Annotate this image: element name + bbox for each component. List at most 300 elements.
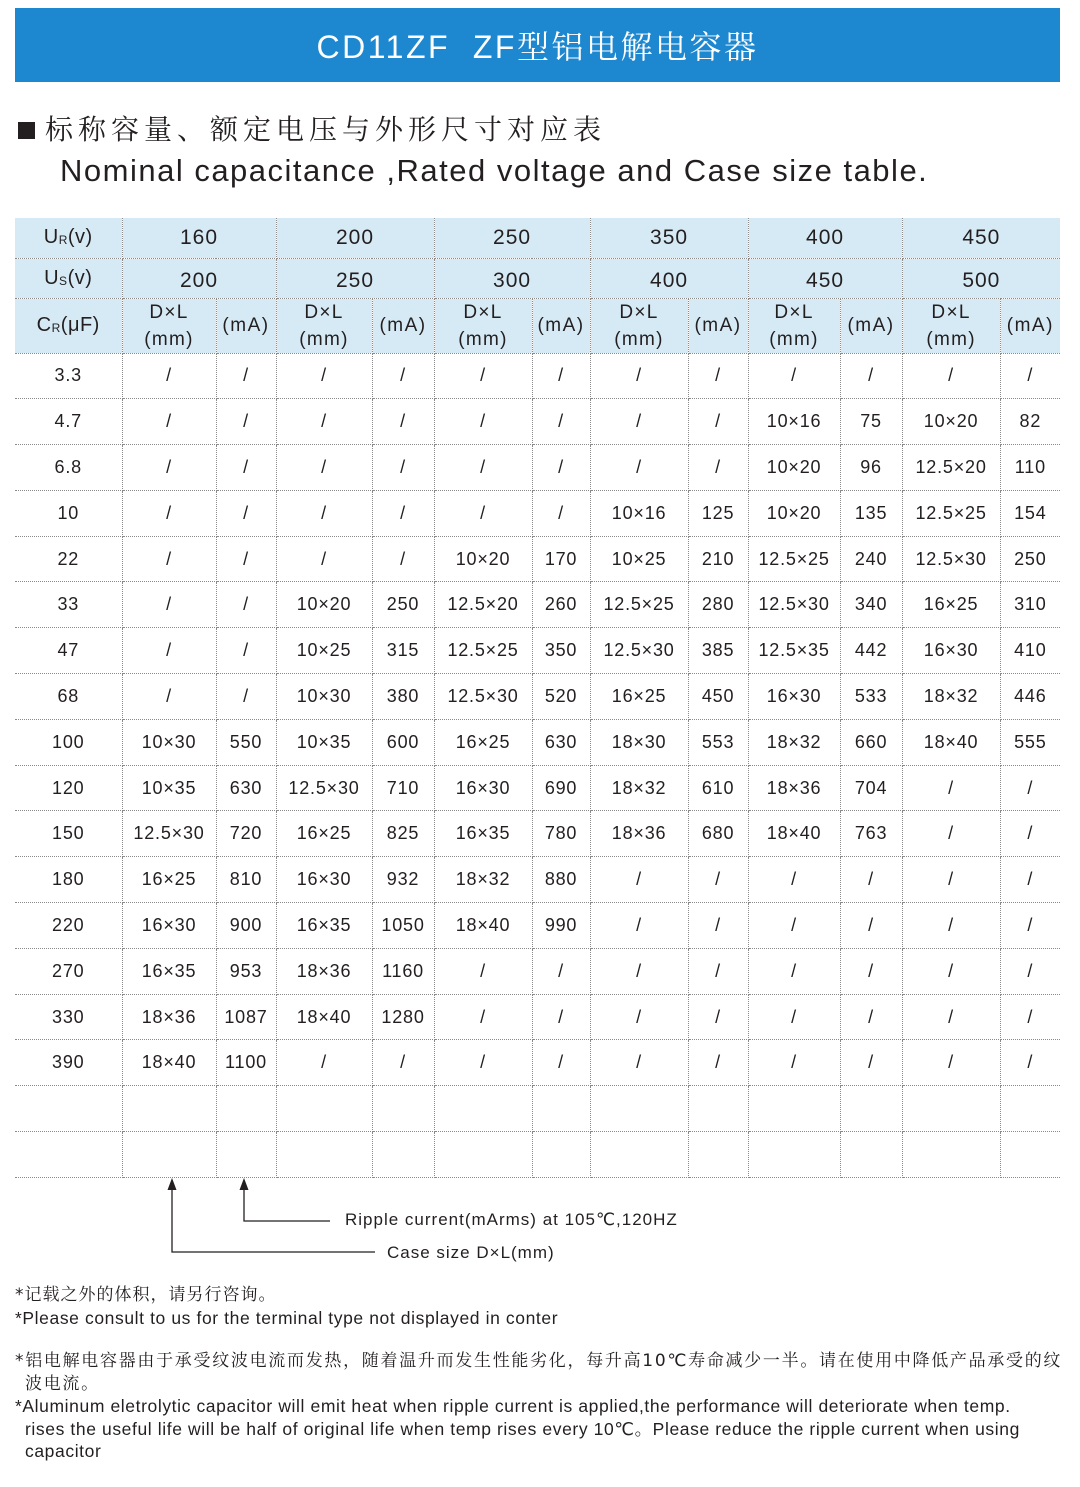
case-size-cell: 18×32 xyxy=(590,765,688,811)
surge-voltage-label xyxy=(15,258,122,298)
surge-voltage-value: 450 xyxy=(748,258,902,298)
case-size-cell: / xyxy=(276,445,372,491)
table-row xyxy=(15,536,1060,582)
blank-cell xyxy=(122,1086,216,1132)
blank-cell xyxy=(902,1132,1000,1178)
case-size-cell: / xyxy=(276,536,372,582)
ripple-current-cell: / xyxy=(372,399,434,445)
case-size-cell: 18×32 xyxy=(748,719,840,765)
surge-voltage-symbol: U xyxy=(44,266,60,289)
ripple-current-cell: 610 xyxy=(688,765,748,811)
capacitance-value: 390 xyxy=(15,1040,122,1086)
ripple-current-cell: 600 xyxy=(372,719,434,765)
ripple-current-cell: 520 xyxy=(532,674,590,720)
table-row xyxy=(15,948,1060,994)
ripple-current-cell: / xyxy=(1000,903,1060,949)
table-row xyxy=(15,811,1060,857)
blank-cell xyxy=(216,1086,276,1132)
ripple-current-cell: 125 xyxy=(688,490,748,536)
ripple-current-cell: / xyxy=(1000,857,1060,903)
ripple-current-cell: 690 xyxy=(532,765,590,811)
surge-voltage-value: 200 xyxy=(122,258,276,298)
ripple-notes xyxy=(15,1350,1065,1463)
ripple-current-cell: / xyxy=(532,353,590,399)
blank-cell xyxy=(688,1086,748,1132)
case-size-cell: 12.5×25 xyxy=(902,490,1000,536)
ripple-current-cell: 630 xyxy=(216,765,276,811)
ripple-current-cell: 1100 xyxy=(216,1040,276,1086)
case-size-header-line1: D×L xyxy=(931,301,971,323)
table-row xyxy=(15,490,1060,536)
case-size-cell: 16×25 xyxy=(434,719,532,765)
case-size-cell: 18×36 xyxy=(590,811,688,857)
ripple-current-cell: / xyxy=(688,857,748,903)
page-title: CD11ZF ZF型铝电解电容器 xyxy=(316,29,759,65)
surge-voltage-value: 300 xyxy=(434,258,590,298)
ripple-current-cell: / xyxy=(688,445,748,491)
case-size-cell: 10×20 xyxy=(276,582,372,628)
rated-voltage-row xyxy=(15,218,1060,258)
ripple-current-cell: 825 xyxy=(372,811,434,857)
rated-voltage-value: 350 xyxy=(590,218,748,258)
ripple-current-cell: 310 xyxy=(1000,582,1060,628)
case-size-cell: 12.5×30 xyxy=(122,811,216,857)
ripple-current-cell: 260 xyxy=(532,582,590,628)
ripple-current-cell: 900 xyxy=(216,903,276,949)
rated-voltage-value: 400 xyxy=(748,218,902,258)
case-size-cell: 10×25 xyxy=(590,536,688,582)
bullet-square-icon xyxy=(18,122,35,139)
blank-row xyxy=(15,1086,1060,1132)
case-size-cell: 18×40 xyxy=(748,811,840,857)
blank-cell xyxy=(902,1086,1000,1132)
ripple-current-cell: 704 xyxy=(840,765,902,811)
surge-voltage-value: 400 xyxy=(590,258,748,298)
case-size-cell: / xyxy=(590,857,688,903)
case-size-cell: 12.5×35 xyxy=(748,628,840,674)
rated-voltage-value: 250 xyxy=(434,218,590,258)
ripple-current-cell: / xyxy=(1000,811,1060,857)
blank-cell xyxy=(748,1086,840,1132)
case-size-cell: / xyxy=(902,857,1000,903)
case-size-cell: 12.5×25 xyxy=(434,628,532,674)
table-row xyxy=(15,903,1060,949)
case-size-cell: / xyxy=(748,353,840,399)
case-size-cell: / xyxy=(122,582,216,628)
case-size-header-line2: (mm) xyxy=(299,328,349,350)
ripple-current-cell: 380 xyxy=(372,674,434,720)
capacitance-value: 33 xyxy=(15,582,122,628)
case-size-header-line2: (mm) xyxy=(458,328,508,350)
capacitance-value: 68 xyxy=(15,674,122,720)
ripple-current-cell: / xyxy=(840,994,902,1040)
case-size-cell: / xyxy=(590,399,688,445)
case-size-cell: / xyxy=(122,399,216,445)
ripple-current-cell: / xyxy=(840,353,902,399)
ripple-current-cell: 450 xyxy=(688,674,748,720)
blank-cell xyxy=(840,1086,902,1132)
ripple-current-cell: / xyxy=(1000,948,1060,994)
ripple-current-cell: / xyxy=(216,536,276,582)
ripple-current-cell: 75 xyxy=(840,399,902,445)
ripple-current-cell: 720 xyxy=(216,811,276,857)
case-size-cell: 16×25 xyxy=(590,674,688,720)
blank-cell xyxy=(276,1086,372,1132)
surge-voltage-unit: (v) xyxy=(67,266,93,289)
case-size-header-line1: D×L xyxy=(619,301,659,323)
case-size-cell: / xyxy=(434,490,532,536)
ripple-current-header: (mA) xyxy=(372,298,434,353)
case-size-cell: 16×25 xyxy=(902,582,1000,628)
case-size-cell: 16×30 xyxy=(748,674,840,720)
ripple-current-cell: / xyxy=(840,1040,902,1086)
ripple-current-cell: / xyxy=(1000,353,1060,399)
rated-voltage-value: 200 xyxy=(276,218,434,258)
ripple-current-cell: / xyxy=(216,399,276,445)
rated-voltage-subscript: R xyxy=(58,233,68,248)
case-size-cell: 12.5×20 xyxy=(434,582,532,628)
case-size-cell: 16×30 xyxy=(276,857,372,903)
case-size-cell: 18×32 xyxy=(434,857,532,903)
case-size-cell: / xyxy=(590,903,688,949)
case-size-cell: 10×30 xyxy=(122,719,216,765)
case-size-cell: / xyxy=(902,994,1000,1040)
case-size-cell: / xyxy=(434,994,532,1040)
case-size-header xyxy=(434,298,532,353)
table-row xyxy=(15,765,1060,811)
capacitance-unit: (μF) xyxy=(60,314,100,336)
case-size-cell: 16×30 xyxy=(122,903,216,949)
ripple-current-cell: 350 xyxy=(532,628,590,674)
capacitance-value: 100 xyxy=(15,719,122,765)
ripple-current-cell: / xyxy=(840,903,902,949)
ripple-current-cell: / xyxy=(1000,1040,1060,1086)
column-units-row xyxy=(15,298,1060,353)
capacitance-voltage-size-table xyxy=(15,218,1060,1178)
ripple-current-cell: 446 xyxy=(1000,674,1060,720)
case-size-cell: 12.5×30 xyxy=(748,582,840,628)
case-size-header-line2: (mm) xyxy=(144,328,194,350)
ripple-current-cell: 1087 xyxy=(216,994,276,1040)
blank-cell xyxy=(532,1132,590,1178)
ripple-current-cell: / xyxy=(372,536,434,582)
ripple-current-cell: / xyxy=(372,490,434,536)
capacitance-value: 22 xyxy=(15,536,122,582)
blank-cell xyxy=(688,1132,748,1178)
title-bar xyxy=(15,8,1060,82)
case-size-cell: 10×25 xyxy=(276,628,372,674)
capacitance-subscript: R xyxy=(51,321,61,335)
ripple-current-cell: / xyxy=(532,1040,590,1086)
ripple-current-cell: 96 xyxy=(840,445,902,491)
ripple-leader-line xyxy=(244,1188,330,1221)
ripple-note-en-line: *Aluminum eletrolytic capacitor will emit heat when ripple current is applied,the performance will deteriorate when temp. xyxy=(15,1396,1011,1416)
ripple-current-cell: / xyxy=(532,490,590,536)
ripple-current-header: (mA) xyxy=(688,298,748,353)
case-size-cell: / xyxy=(902,903,1000,949)
section-heading-en: Nominal capacitance ,Rated voltage and Case size table. xyxy=(60,153,929,188)
case-size-cell: / xyxy=(590,994,688,1040)
case-size-cell: 12.5×25 xyxy=(590,582,688,628)
ripple-current-cell: / xyxy=(216,353,276,399)
ripple-current-cell: / xyxy=(688,399,748,445)
capacitance-value: 270 xyxy=(15,948,122,994)
ripple-current-cell: 410 xyxy=(1000,628,1060,674)
case-size-cell: 10×35 xyxy=(122,765,216,811)
case-size-cell: / xyxy=(122,674,216,720)
section-heading-zh xyxy=(18,112,606,148)
ripple-current-legend: Ripple current(mArms) at 105℃,120HZ xyxy=(345,1210,678,1229)
ripple-current-cell: 810 xyxy=(216,857,276,903)
case-size-header xyxy=(902,298,1000,353)
case-size-cell: / xyxy=(590,1040,688,1086)
case-size-cell: 18×40 xyxy=(122,1040,216,1086)
ripple-note-zh-line: 波电流。 xyxy=(25,1373,100,1394)
ripple-current-cell: 135 xyxy=(840,490,902,536)
capacitance-value: 6.8 xyxy=(15,445,122,491)
case-size-cell: / xyxy=(902,353,1000,399)
case-size-cell: / xyxy=(902,811,1000,857)
blank-cell xyxy=(590,1132,688,1178)
rated-voltage-value: 160 xyxy=(122,218,276,258)
blank-cell xyxy=(532,1086,590,1132)
blank-cell xyxy=(590,1086,688,1132)
case-size-header-line2: (mm) xyxy=(769,328,819,350)
case-size-cell: 10×20 xyxy=(748,490,840,536)
ripple-current-cell: / xyxy=(688,948,748,994)
table-row xyxy=(15,445,1060,491)
case-size-cell: 10×20 xyxy=(902,399,1000,445)
table-row xyxy=(15,628,1060,674)
surge-voltage-subscript: S xyxy=(59,273,68,288)
volume-note-zh: *记载之外的体积，请另行咨询。 xyxy=(15,1285,277,1305)
capacitance-value: 330 xyxy=(15,994,122,1040)
ripple-current-cell: / xyxy=(688,1040,748,1086)
ripple-current-cell: / xyxy=(216,445,276,491)
ripple-current-cell: / xyxy=(372,1040,434,1086)
ripple-current-cell: 553 xyxy=(688,719,748,765)
rated-voltage-symbol: U xyxy=(43,226,59,249)
case-size-cell: 10×20 xyxy=(434,536,532,582)
legend-leader-lines xyxy=(0,1170,400,1265)
ripple-current-header: (mA) xyxy=(532,298,590,353)
volume-notes xyxy=(15,1284,1065,1329)
capacitance-symbol: C xyxy=(36,314,52,336)
case-size-cell: 16×25 xyxy=(276,811,372,857)
case-size-header xyxy=(590,298,688,353)
capacitance-label xyxy=(15,298,122,353)
case-size-header xyxy=(748,298,840,353)
case-size-cell: 16×35 xyxy=(276,903,372,949)
case-size-header-line1: D×L xyxy=(774,301,814,323)
table-row xyxy=(15,719,1060,765)
capacitance-value: 120 xyxy=(15,765,122,811)
case-size-header-line2: (mm) xyxy=(926,328,976,350)
ripple-current-cell: 82 xyxy=(1000,399,1060,445)
case-size-header-line1: D×L xyxy=(304,301,344,323)
ripple-current-cell: / xyxy=(688,903,748,949)
case-size-cell: 18×36 xyxy=(276,948,372,994)
case-size-cell: / xyxy=(748,994,840,1040)
ripple-current-cell: / xyxy=(840,857,902,903)
table-row xyxy=(15,353,1060,399)
case-size-cell: 12.5×25 xyxy=(748,536,840,582)
ripple-current-cell: / xyxy=(372,353,434,399)
case-size-cell: / xyxy=(590,445,688,491)
blank-cell xyxy=(434,1132,532,1178)
case-size-cell: / xyxy=(276,490,372,536)
case-size-cell: 10×30 xyxy=(276,674,372,720)
case-size-cell: / xyxy=(902,948,1000,994)
ripple-current-header: (mA) xyxy=(1000,298,1060,353)
ripple-current-cell: / xyxy=(216,490,276,536)
case-size-cell: / xyxy=(434,353,532,399)
case-size-cell: / xyxy=(590,353,688,399)
ripple-current-cell: 533 xyxy=(840,674,902,720)
ripple-current-header: (mA) xyxy=(840,298,902,353)
blank-cell xyxy=(372,1086,434,1132)
blank-cell xyxy=(434,1086,532,1132)
ripple-current-cell: 110 xyxy=(1000,445,1060,491)
case-size-cell: / xyxy=(748,1040,840,1086)
case-size-cell: 18×40 xyxy=(902,719,1000,765)
ripple-current-cell: 1050 xyxy=(372,903,434,949)
ripple-current-cell: 1160 xyxy=(372,948,434,994)
capacitance-value: 4.7 xyxy=(15,399,122,445)
case-size-cell: 12.5×30 xyxy=(590,628,688,674)
ripple-current-cell: 990 xyxy=(532,903,590,949)
ripple-current-cell: / xyxy=(532,399,590,445)
volume-note-en: *Please consult to us for the terminal type not displayed in conter xyxy=(15,1307,559,1328)
ripple-current-cell: 550 xyxy=(216,719,276,765)
ripple-current-cell: / xyxy=(532,994,590,1040)
ripple-current-cell: 763 xyxy=(840,811,902,857)
ripple-current-cell: / xyxy=(216,674,276,720)
table-body xyxy=(15,353,1060,1086)
capacitance-value: 180 xyxy=(15,857,122,903)
case-size-cell: / xyxy=(122,628,216,674)
surge-voltage-row xyxy=(15,258,1060,298)
table-blank-rows xyxy=(15,1086,1060,1178)
case-size-cell: / xyxy=(434,948,532,994)
case-size-cell: / xyxy=(122,490,216,536)
ripple-current-cell: / xyxy=(688,994,748,1040)
case-size-cell: 16×35 xyxy=(122,948,216,994)
ripple-current-cell: 780 xyxy=(532,811,590,857)
capacitance-value: 220 xyxy=(15,903,122,949)
case-size-cell: 18×36 xyxy=(122,994,216,1040)
rated-voltage-unit: (v) xyxy=(67,226,93,249)
case-size-cell: 12.5×30 xyxy=(434,674,532,720)
case-size-cell: / xyxy=(122,353,216,399)
case-size-cell: / xyxy=(434,399,532,445)
ripple-current-header: (mA) xyxy=(216,298,276,353)
ripple-current-cell: 170 xyxy=(532,536,590,582)
case-size-header-line2: (mm) xyxy=(614,328,664,350)
surge-voltage-value: 500 xyxy=(902,258,1060,298)
ripple-current-cell: 660 xyxy=(840,719,902,765)
case-size-cell: 10×16 xyxy=(748,399,840,445)
case-size-cell: / xyxy=(276,399,372,445)
case-size-cell: / xyxy=(122,536,216,582)
ripple-current-cell: / xyxy=(1000,765,1060,811)
ripple-current-cell: / xyxy=(532,948,590,994)
table-row xyxy=(15,857,1060,903)
blank-cell xyxy=(15,1086,122,1132)
ripple-current-cell: 154 xyxy=(1000,490,1060,536)
ripple-note-en-line: capacitor xyxy=(25,1441,102,1461)
ripple-current-cell: 932 xyxy=(372,857,434,903)
ripple-current-cell: 953 xyxy=(216,948,276,994)
ripple-current-cell: / xyxy=(216,628,276,674)
rated-voltage-value: 450 xyxy=(902,218,1060,258)
blank-cell xyxy=(1000,1086,1060,1132)
table-row xyxy=(15,582,1060,628)
ripple-current-cell: 555 xyxy=(1000,719,1060,765)
case-size-cell: / xyxy=(902,1040,1000,1086)
case-size-cell: 18×40 xyxy=(434,903,532,949)
surge-voltage-value: 250 xyxy=(276,258,434,298)
case-size-cell: 18×36 xyxy=(748,765,840,811)
ripple-current-cell: 680 xyxy=(688,811,748,857)
case-size-cell: / xyxy=(122,445,216,491)
case-size-cell: 16×30 xyxy=(434,765,532,811)
case-size-cell: / xyxy=(748,903,840,949)
ripple-note-en-line: rises the useful life will be half of original life when temp rises every 10℃。Please reduce the ripple current when using xyxy=(25,1418,1020,1439)
case-size-cell: / xyxy=(276,1040,372,1086)
table-header xyxy=(15,218,1060,353)
ripple-current-cell: 385 xyxy=(688,628,748,674)
ripple-current-cell: 340 xyxy=(840,582,902,628)
case-size-cell: / xyxy=(434,445,532,491)
blank-cell xyxy=(1000,1132,1060,1178)
case-size-cell: / xyxy=(590,948,688,994)
ripple-current-cell: 250 xyxy=(372,582,434,628)
ripple-current-cell: / xyxy=(372,445,434,491)
ripple-current-cell: 710 xyxy=(372,765,434,811)
ripple-current-cell: 240 xyxy=(840,536,902,582)
blank-cell xyxy=(748,1132,840,1178)
case-size-header-line1: D×L xyxy=(149,301,189,323)
case-size-header xyxy=(122,298,216,353)
table-row xyxy=(15,674,1060,720)
ripple-current-cell: / xyxy=(840,948,902,994)
ripple-current-cell: 315 xyxy=(372,628,434,674)
case-size-cell: 16×35 xyxy=(434,811,532,857)
capacitance-value: 10 xyxy=(15,490,122,536)
ripple-current-cell: 250 xyxy=(1000,536,1060,582)
case-size-cell: 12.5×30 xyxy=(276,765,372,811)
case-size-header-line1: D×L xyxy=(463,301,503,323)
capacitance-value: 3.3 xyxy=(15,353,122,399)
case-size-cell: 10×20 xyxy=(748,445,840,491)
blank-cell xyxy=(840,1132,902,1178)
case-size-cell: / xyxy=(748,948,840,994)
ripple-current-cell: 1280 xyxy=(372,994,434,1040)
case-size-legend: Case size D×L(mm) xyxy=(387,1243,555,1262)
ripple-current-cell: / xyxy=(532,445,590,491)
case-size-cell: 18×40 xyxy=(276,994,372,1040)
section-heading-zh-text: 标称容量、额定电压与外形尺寸对应表 xyxy=(45,113,607,146)
rated-voltage-label xyxy=(15,218,122,258)
case-size-cell: 12.5×30 xyxy=(902,536,1000,582)
ripple-current-cell: 210 xyxy=(688,536,748,582)
case-size-cell: 16×30 xyxy=(902,628,1000,674)
case-size-cell: / xyxy=(748,857,840,903)
case-size-header xyxy=(276,298,372,353)
case-size-cell: 10×16 xyxy=(590,490,688,536)
table-row xyxy=(15,994,1060,1040)
